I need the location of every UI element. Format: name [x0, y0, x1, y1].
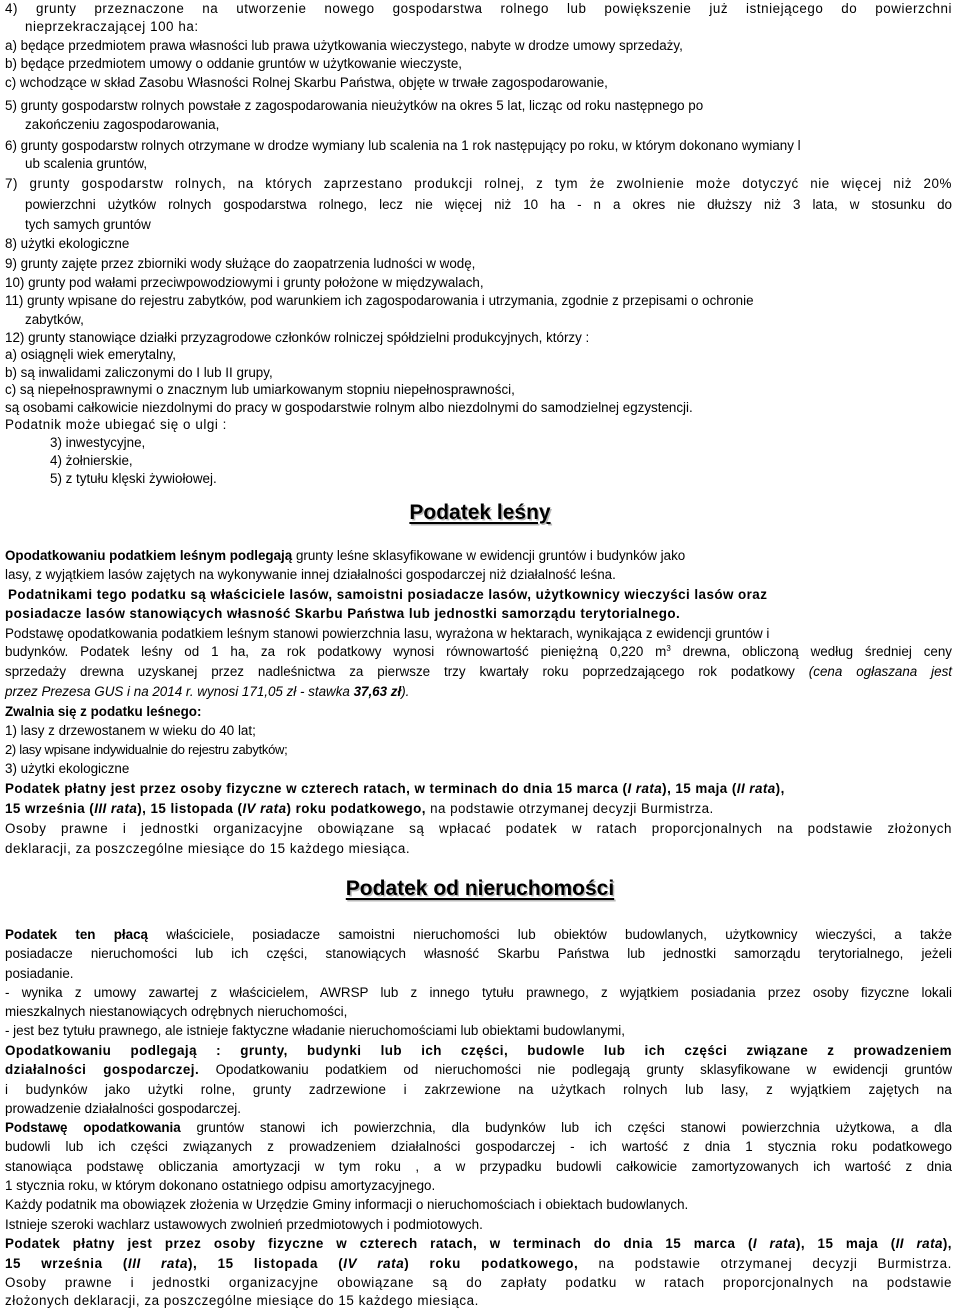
- paragraph-line: posiadanie.: [5, 966, 74, 981]
- list-item: 11) grunty wpisane do rejestru zabytków, pod warunkiem ich zagospodarowania i utrzymania, zgodnie z przepisami o ochronie: [5, 293, 754, 308]
- ulgi-intro: Podatnik może ubiegać się o ulgi :: [5, 417, 227, 432]
- list-item: 5) z tytułu klęski żywiołowej.: [50, 471, 217, 486]
- list-item: 9) grunty zajęte przez zbiorniki wody służące do zaopatrzenia ludności w wodę,: [5, 256, 476, 271]
- paragraph-line: Osoby prawne i jednostki organizacyjne obowiązane są do zapłaty podatku w ratach proporcjonalnych na podstawie: [5, 1275, 952, 1290]
- paragraph-line: prowadzenie działalności gospodarczej.: [5, 1101, 241, 1116]
- list-item: a) będące przedmiotem prawa własności lub prawa użytkowania wieczystego, nabyte w drodze umowy sprzedaży,: [5, 38, 683, 53]
- subheading-zwalnia: Zwalnia się z podatku leśnego:: [5, 704, 202, 719]
- paragraph-line: sprzedaży drewna uzyskanej przez nadleśnictwa za pierwsze trzy kwartały roku poprzedzającego rok podatkowy (cena ogłaszana jest: [5, 664, 952, 679]
- paragraph-line: Osoby prawne i jednostki organizacyjne obowiązane są wpłacać podatek w ratach proporcjonalnych na podstawie złożonych: [5, 821, 952, 836]
- list-item: są osobami całkowicie niezdolnymi do pracy w gospodarstwie rolnym albo niezdolnymi do samodzielnej egzystencji.: [5, 400, 693, 415]
- list-item: 12) grunty stanowiące działki przyzagrodowe członków rolniczej spółdzielni produkcyjnych, którzy :: [5, 330, 590, 345]
- list-item: 2) lasy wpisane indywidualnie do rejestru zabytków;: [5, 742, 288, 757]
- paragraph-line: - wynika z umowy zawartej z właścicielem, AWRSP lub z innego tytułu prawnego, z wyjątkiem posiadania przez osoby fizyczne lokali: [5, 985, 952, 1000]
- paragraph-line: mieszkalnych niestanowiących odrębnych nieruchomości,: [5, 1004, 348, 1019]
- paragraph-line: przez Prezesa GUS i na 2014 r. wynosi 171,05 zł - stawka 37,63 zł).: [5, 684, 410, 699]
- paragraph-line: stanowiąca podstawę obliczania amortyzacji w tym roku , a w przypadku budowli całkowicie zamortyzowanych ich wartość z dnia: [5, 1159, 952, 1174]
- paragraph-line: deklaracji, za poszczególne miesiące do 15 każdego miesiąca.: [5, 841, 411, 856]
- list-item: 10) grunty pod wałami przeciwpowodziowymi i grunty położone w międzywalach,: [5, 275, 484, 290]
- paragraph-line-bold: Podatek płatny jest przez osoby fizyczne w czterech ratach, w terminach do dnia 15 marca (I rata), 15 maja (II rata),: [5, 781, 785, 796]
- paragraph-line: Każdy podatnik ma obowiązek złożenia w Urzędzie Gminy informacji o nieruchomościach i obiektach budowlanych.: [5, 1197, 689, 1212]
- list-item: c) wchodzące w skład Zasobu Własności Rolnej Skarbu Państwa, objęte w trwałe zagospodarowanie,: [5, 75, 608, 90]
- list-item: 7) grunty gospodarstw rolnych, na których zaprzestano produkcji rolnej, z tym że zwolnienie może dotyczyć nie więcej niż 20%: [5, 176, 952, 191]
- paragraph-line: Podstawę opodatkowania podatkiem leśnym stanowi powierzchnia lasu, wyrażona w hektarach, wynikająca z ewidencji gruntów i: [5, 626, 770, 641]
- list-item: 4) grunty przeznaczone na utworzenie nowego gospodarstwa rolnego lub powiększenie już istniejącego do powierzchni: [5, 1, 952, 16]
- paragraph-line-bold: Podatnikami tego podatku są właściciele lasów, samoistni posiadacze lasów, użytkownicy wieczyści lasów oraz: [8, 587, 768, 602]
- list-item: 3) użytki ekologiczne: [5, 761, 130, 776]
- paragraph-line: złożonych deklaracji, za poszczególne miesiące do 15 każdego miesiąca.: [5, 1293, 479, 1308]
- paragraph-line: lasy, z wyjątkiem lasów zajętych na wykonywanie innej działalności gospodarczej niż działalność leśna.: [5, 567, 616, 582]
- paragraph-line-bold: Opodatkowaniu podlegają : grunty, budynki lub ich części, budowle lub ich części związane z prowadzeniem: [5, 1043, 952, 1058]
- paragraph-line: budynków. Podatek leśny od 1 ha, za rok podatkowy wynosi równowartość pieniężną 0,220 $m^3$ drewna, obliczoną według średniej ceny: [5, 644, 952, 659]
- paragraph-line: działalności gospodarczej. Opodatkowaniu podatkiem od nieruchomości nie podlegają grunty sklasyfikowane w ewidencji gruntów: [5, 1062, 952, 1077]
- paragraph-line: i budynków jako użytki rolne, grunty zadrzewione i zakrzewione na użytkach rolnych lub lasy, z wyjątkiem zajętych na: [5, 1082, 952, 1097]
- list-item: 1) lasy z drzewostanem w wieku do 40 lat;: [5, 723, 256, 738]
- paragraph-line: Opodatkowaniu podatkiem leśnym podlegają grunty leśne sklasyfikowane w ewidencji gruntów i budynków jako: [5, 548, 686, 563]
- paragraph-line-bold: posiadacze lasów stanowiących własność Skarbu Państwa lub jednostki samorządu terytorialnego.: [5, 606, 681, 621]
- section-heading-podatek-od-nieruchomosci: Podatek od nieruchomości: [345, 877, 615, 900]
- paragraph-line-bold: Podatek płatny jest przez osoby fizyczne w czterech ratach, w terminach do dnia 15 marca (I rata), 15 maja (II rata),: [5, 1236, 952, 1251]
- list-item: tych samych gruntów: [25, 217, 151, 232]
- paragraph-line: Istnieje szeroki wachlarz ustawowych zwolnień przedmiotowych i podmiotowych.: [5, 1217, 483, 1232]
- paragraph-line: posiadacze nieruchomości lub ich części, stanowiących własność Skarbu Państwa lub jednostki samorządu terytorialnego, jeżeli: [5, 946, 952, 961]
- paragraph-line: Podstawę opodatkowania gruntów stanowi ich powierzchnia, dla budynków lub ich części stanowi powierzchnia użytkowa, a dla: [5, 1120, 952, 1135]
- list-item: b) będące przedmiotem umowy o oddanie gruntów w użytkowanie wieczyste,: [5, 56, 462, 71]
- list-item: b) są inwalidami zaliczonymi do I lub II grupy,: [5, 365, 273, 380]
- paragraph-line: Podatek ten płacą właściciele, posiadacze samoistni nieruchomości lub obiektów budowlanych, użytkownicy wieczyści, a także: [5, 927, 952, 942]
- paragraph-line: budowli lub ich części związanych z prowadzeniem działalności gospodarczej - ich wartość z dnia 1 stycznia roku podatkowego: [5, 1139, 952, 1154]
- list-item: 4) żołnierskie,: [50, 453, 133, 468]
- list-item: 6) grunty gospodarstw rolnych otrzymane w drodze wymiany lub scalenia na 1 rok następujący po roku, w którym dokonano wymiany l: [5, 138, 801, 153]
- list-item: 5) grunty gospodarstw rolnych powstałe z zagospodarowania nieużytków na okres 5 lat, licząc od roku następnego po: [5, 98, 704, 113]
- paragraph-line: 1 stycznia roku, w którym dokonano ostatniego odpisu amortyzacyjnego.: [5, 1178, 436, 1193]
- list-item: zakończeniu zagospodarowania,: [25, 117, 220, 132]
- list-item: a) osiągnęli wiek emerytalny,: [5, 347, 176, 362]
- paragraph-line: 15 września (III rata), 15 listopada (IV rata) roku podatkowego, na podstawie otrzymanej decyzji Burmistrza.: [5, 1256, 952, 1271]
- list-item: zabytków,: [25, 312, 84, 327]
- list-item: c) są niepełnosprawnymi o znacznym lub umiarkowanym stopniu niepełnosprawności,: [5, 382, 515, 397]
- list-item: ub scalenia gruntów,: [25, 156, 148, 171]
- section-heading-podatek-lesny: Podatek leśny: [409, 501, 551, 524]
- list-item: nieprzekraczającej 100 ha:: [25, 19, 199, 34]
- paragraph-line: 15 września (III rata), 15 listopada (IV rata) roku podatkowego, na podstawie otrzymanej decyzji Burmistrza.: [5, 801, 714, 816]
- paragraph-line: - jest bez tytułu prawnego, ale istnieje faktyczne władanie nieruchomościami lub obiektami budowlanymi,: [5, 1023, 626, 1038]
- list-item: 8) użytki ekologiczne: [5, 236, 130, 251]
- list-item: powierzchni użytków rolnych gospodarstwa rolnego, lecz nie więcej niż 10 ha - n a okres nie dłuższy niż 3 lata, w stosunku do: [25, 197, 952, 212]
- list-item: 3) inwestycyjne,: [50, 435, 146, 450]
